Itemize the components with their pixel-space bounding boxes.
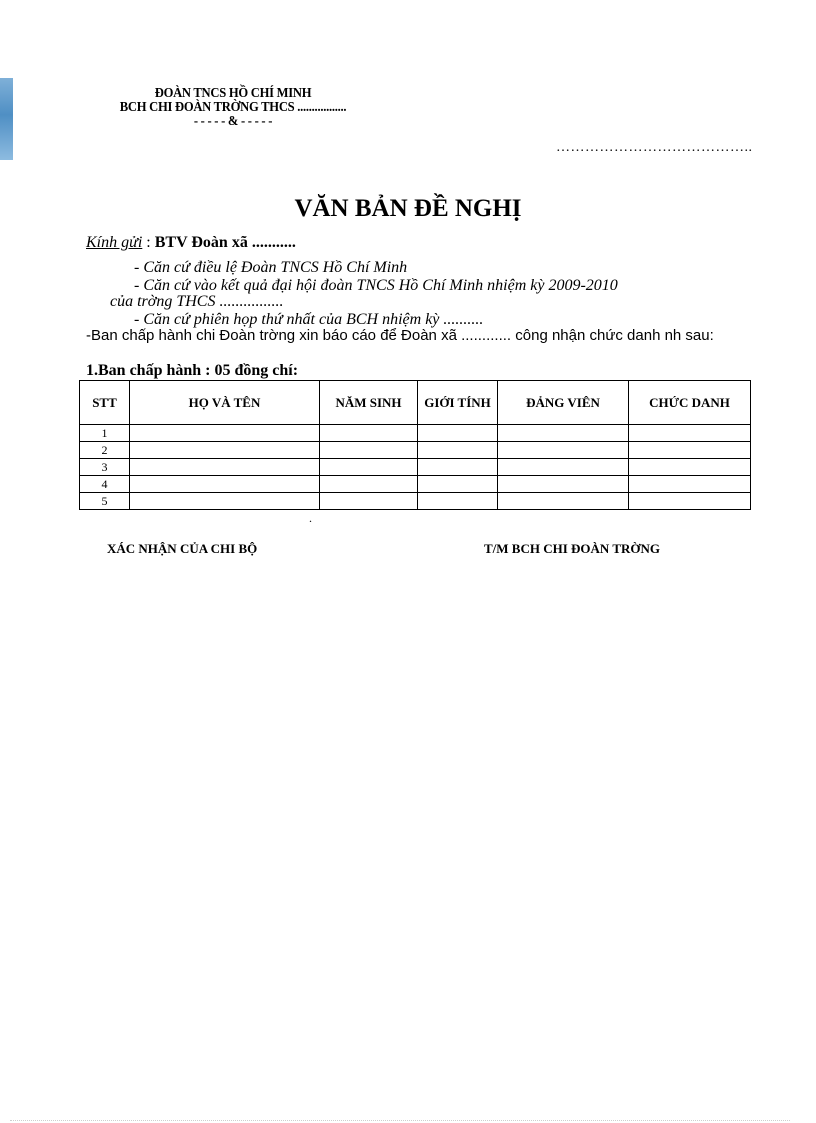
- basis-item: - Căn cứ vào kết quả đại hội đoàn TNCS Hồ Chí Minh nhiệm kỳ 2009-2010: [134, 277, 618, 294]
- cell-position: [629, 442, 751, 459]
- recipient-line: [86, 234, 296, 252]
- recipient-value: BTV Đoàn xã ...........: [154, 234, 296, 251]
- section-heading: 1.Ban chấp hành : 05 đồng chí:: [86, 362, 299, 379]
- cell-name: [130, 442, 320, 459]
- cell-birth-year: [320, 459, 418, 476]
- document-title: VĂN BẢN ĐỀ NGHỊ: [294, 195, 522, 222]
- col-header-gender: GIỚI TÍNH: [418, 381, 498, 425]
- table-row: [80, 442, 751, 459]
- cell-party-member: [498, 459, 629, 476]
- table-row: [80, 476, 751, 493]
- cell-stt: 4: [80, 476, 130, 493]
- cell-position: [629, 425, 751, 442]
- cell-name: [130, 425, 320, 442]
- cell-position: [629, 493, 751, 510]
- cell-party-member: [498, 442, 629, 459]
- cell-birth-year: [320, 476, 418, 493]
- signature-youth-union: T/M BCH CHI ĐOÀN TRỜNG: [484, 541, 660, 556]
- cell-gender: [418, 476, 498, 493]
- cell-name: [130, 459, 320, 476]
- table-header-row: [80, 381, 751, 425]
- cell-party-member: [498, 425, 629, 442]
- cell-party-member: [498, 493, 629, 510]
- header-ornament: - - - - - & - - - - -: [193, 114, 273, 129]
- basis-item: - Căn cứ điều lệ Đoàn TNCS Hồ Chí Minh: [134, 259, 408, 276]
- cell-gender: [418, 459, 498, 476]
- basis-item: - Căn cứ phiên họp thứ nhất của BCH nhiệm kỳ ..........: [134, 311, 484, 328]
- col-header-stt: STT: [80, 381, 130, 425]
- cell-gender: [418, 442, 498, 459]
- page-bottom-divider: [10, 1120, 790, 1121]
- cell-gender: [418, 493, 498, 510]
- request-paragraph: -Ban chấp hành chi Đoàn trờng xin báo cáo để Đoàn xã ............ công nhận chức danh nh sau:: [86, 327, 714, 344]
- table-row: [80, 425, 751, 442]
- cell-name: [130, 476, 320, 493]
- table-row: [80, 493, 751, 510]
- recipient-separator: :: [142, 234, 155, 251]
- cell-birth-year: [320, 493, 418, 510]
- edge-decoration: [0, 78, 13, 160]
- signature-party-cell: XÁC NHẬN CỦA CHI BỘ: [107, 541, 258, 556]
- organization-header: [80, 87, 386, 129]
- cell-position: [629, 459, 751, 476]
- members-table: [79, 380, 751, 510]
- cell-stt: 3: [80, 459, 130, 476]
- basis-item-continued: của trờng THCS ................: [110, 293, 284, 310]
- cell-birth-year: [320, 425, 418, 442]
- col-header-party-member: ĐẢNG VIÊN: [498, 381, 629, 425]
- cell-gender: [418, 425, 498, 442]
- recipient-label: Kính gửi: [86, 234, 143, 251]
- cell-birth-year: [320, 442, 418, 459]
- col-header-birth-year: NĂM SINH: [320, 381, 418, 425]
- table-row: [80, 459, 751, 476]
- org-name: ĐOÀN TNCS HỒ CHÍ MINH: [154, 86, 312, 101]
- cell-stt: 1: [80, 425, 130, 442]
- cell-stt: 5: [80, 493, 130, 510]
- cell-name: [130, 493, 320, 510]
- cell-party-member: [498, 476, 629, 493]
- cell-position: [629, 476, 751, 493]
- org-branch: BCH CHI ĐOÀN TRỜNG THCS .................: [119, 100, 347, 115]
- stray-dot: .: [309, 511, 312, 525]
- col-header-name: HỌ VÀ TÊN: [130, 381, 320, 425]
- date-placeholder: …………………………………..: [556, 140, 753, 155]
- col-header-position: CHỨC DANH: [629, 381, 751, 425]
- cell-stt: 2: [80, 442, 130, 459]
